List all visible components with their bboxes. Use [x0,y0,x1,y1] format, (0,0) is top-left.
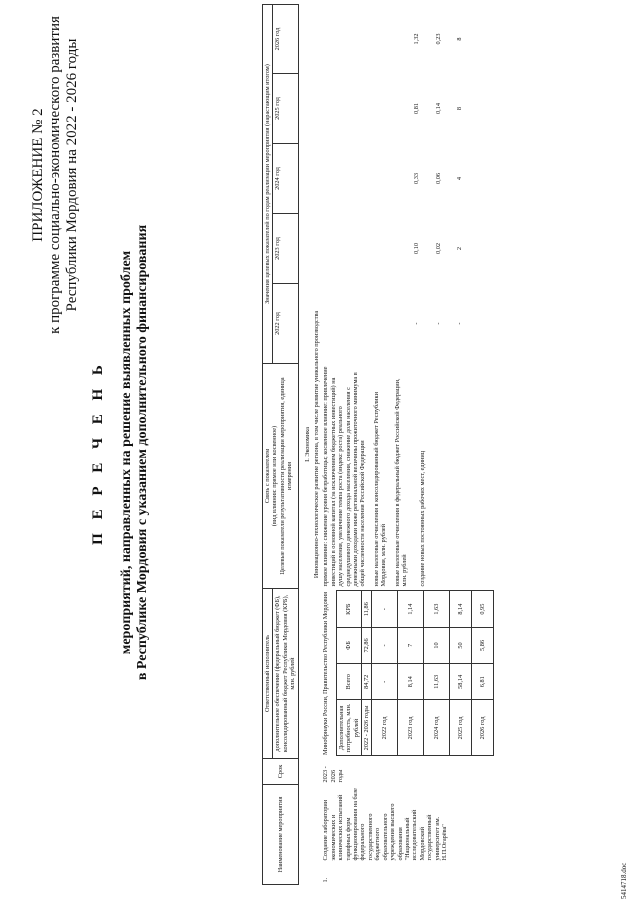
appendix-number: ПРИЛОЖЕНИЕ № 2 [30,108,46,242]
row-number: 1. [322,877,330,883]
header-year-2025: 2025 год [273,74,298,144]
values-2025 [321,74,495,144]
value: 0,10 [413,242,421,255]
value: - [434,322,442,325]
value: 0,33 [413,172,421,185]
fin-krb: - [372,591,398,627]
header-year-2023: 2023 год [273,214,298,284]
fin-total: 84,72 [362,664,372,700]
header-link-sub2: Целевые показатели результативности реализации мероприятия, единица измерения [278,377,294,575]
fin-fb: 5,86 [472,627,494,663]
values-2024 [321,144,495,214]
fin-period: 2022 год [372,700,398,756]
header-executor-sub: дополнительное обеспечение (федеральный бюджет (ФБ), консолидированный бюджет Республики Мордовия (КРБ), млн. рублей [273,589,298,759]
row-impact-cell [321,364,495,589]
value: 0,06 [434,172,442,185]
fin-krb: 11,86 [362,591,372,627]
fin-total: 11,63 [424,664,450,700]
fin-fb: 50 [450,627,472,663]
fin-total: 58,14 [450,664,472,700]
fin-period: 2026 год [472,700,494,756]
document-title [90,100,151,805]
fin-krb: 1,63 [424,591,450,627]
fin-period: 2025 год [450,700,472,756]
fin-krb: 1,14 [398,591,424,627]
fin-head-total: Всего [336,664,361,700]
fin-fb: 10 [424,627,450,663]
value: 0,02 [434,242,442,255]
row-executor: Минобрнауки России, Правительство Республики Мордовия [322,592,330,755]
appendix-line-2: Республики Мордовия на 2022 - 2026 годы [64,38,80,312]
section-title: I. Экономика [303,427,311,462]
appendix-header [30,5,81,345]
values-2023 [321,214,495,284]
header-values: Значения целевых показателей по годам реализации мероприятия (нарастающим итогом) [263,5,273,364]
value: - [456,322,464,325]
fin-krb: 0,95 [472,591,494,627]
header-year-2024: 2024 год [273,144,298,214]
fin-head-fb: ФБ [336,627,361,663]
title-word: П Е Р Е Ч Е Н Ь [90,360,106,545]
appendix-line-1: к программе социально-экономического развития [47,16,63,334]
title-line-1: мероприятий, направленных на решение выявленных проблем [119,250,134,655]
value: - [413,322,421,325]
fin-period: 2024 год [424,700,450,756]
header-link [263,364,299,589]
footer-filename: 5414718.doc [620,862,628,899]
value: 0,81 [413,102,421,115]
value: 8 [456,37,464,41]
indicator-2: новые налоговые отчисления в федеральный бюджет Российской Федерации, млн. рублей [393,378,409,587]
measures-table [262,5,495,885]
fin-total: 6,81 [472,664,494,700]
fin-period: 2023 год [398,700,424,756]
indicator-1: новые налоговые отчисления в консолидированный бюджет Республики Мордовия, млн. рублей [372,392,388,587]
row-term: 2023 - 2026 годы [322,766,345,783]
fin-fb: 72,86 [362,627,372,663]
header-name: Наименование мероприятия [263,785,299,885]
row-impact: прямое влияние: снижение уровня безработицы; косвенное влияние: привлечение инвестиций в основной капитал (за исключением бюджетных инвестиций) на душу населения, увеличение темпа роста (индекс роста) реального среднедушевого денежного дохода населения, снижение доли населения с денежными доходами ниже региональной величины прожиточного минимума в общей численности населения Российской Федерации [322,366,367,587]
header-term: Срок [263,759,299,785]
fin-fb: - [372,627,398,663]
row-executor-cell [321,589,495,759]
fin-head-need: Дополнительная потребность, млн. рублей [336,700,361,756]
subsection-title: Инновационно-технологическое развитие региона, в том числе развитие уникального производства [313,310,321,579]
value: 4 [456,176,464,181]
value: 8 [456,106,464,111]
value: 2 [456,246,464,251]
fin-head-krb: КРБ [336,591,361,627]
header-year-2022: 2022 год [273,284,298,364]
value: 1,32 [413,33,421,45]
header-link-title: Связь с показателем [264,448,271,504]
values-2026 [321,5,495,74]
fin-total: - [372,664,398,700]
header-year-2026: 2026 год [273,5,298,74]
title-line-2: в Республике Мордовия с указанием дополнительного финансирования [135,224,150,681]
values-2022 [321,284,495,364]
value: 0,14 [434,102,442,115]
header-link-sub1: (вид влияния: прямое или косвенное) [271,425,279,527]
fin-period: 2022 - 2026 годы [362,700,372,756]
fin-fb: 7 [398,627,424,663]
row-measure-name: Создание лаборатории экономических и клинических испытаний тарифных форм функционирования на базе федерального государственного бюджетного образовательного учреждения высшего образования "Национальный исследовательский Мордовский государственный университет им. Н.П.Огарёва" [322,788,448,861]
indicator-3: создание новых постоянных рабочих мест, единиц [418,450,426,587]
fin-krb: 8,14 [450,591,472,627]
fin-total: 8,14 [398,664,424,700]
header-executor: Ответственный исполнитель [263,589,273,759]
value: 0,23 [434,33,442,45]
financing-table [336,591,495,757]
